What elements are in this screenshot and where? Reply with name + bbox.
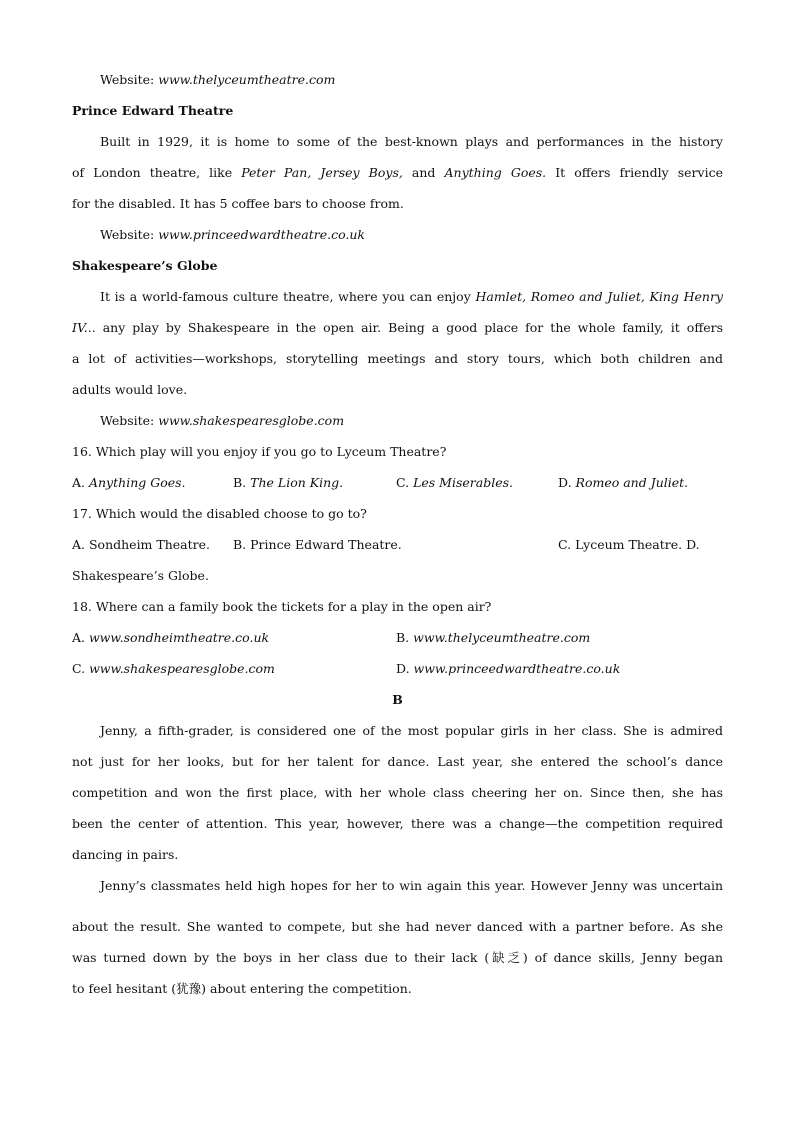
text-run: of London theatre, like [72,165,242,180]
website-label: Website: [100,72,159,87]
option-c [72,653,275,684]
prince-edward-line-1: Built in 1929, it is home to some of the best-known plays and performances in the history [100,134,723,149]
option-d [558,467,688,498]
question-18: 18. Where can a family book the tickets for a play in the open air? [72,599,492,614]
option-b: B. Prince Edward Theatre. [233,537,402,552]
text-run: . any play by Shakespeare in the open air. Being a good place for the whole family, it offers [91,320,723,335]
option-b [233,467,343,498]
lyceum-website-url: www.thelyceumtheatre.com [158,72,336,87]
option-c: C. Lyceum Theatre. D. [558,537,700,552]
option-a: A. Sondheim Theatre. [72,537,210,552]
passage-b-p2-line-1: Jenny’s classmates held high hopes for her to win again this year. However Jenny was uncertain [100,878,723,893]
lyceum-website-line [72,64,723,95]
globe-heading: Shakespeare’s Globe [72,258,218,273]
option-label: D. [396,661,414,676]
prince-edward-website-line [72,219,723,250]
prince-edward-heading: Prince Edward Theatre [72,103,234,118]
passage-b-p1-line-2: not just for her looks, but for her talent for dance. Last year, she entered the school’s dance [72,754,723,769]
section-b-heading: B [392,692,403,707]
option-b [396,622,590,653]
prince-edward-website-url: www.princeedwardtheatre.co.uk [158,227,365,242]
play-title: Peter Pan, [241,165,312,180]
option-text: www.sondheimtheatre.co.uk [88,630,270,645]
option-label: A. [72,475,89,490]
spacer [72,901,723,911]
option-text: Les Miserables. [413,475,513,490]
globe-line-1 [72,281,723,312]
option-text: The Lion King. [250,475,344,490]
prince-edward-line-3: for the disabled. It has 5 coffee bars to choose from. [72,196,404,211]
passage-b-p1-line-4: been the center of attention. This year, however, there was a change—the competition required [72,816,723,831]
option-text: www.shakespearesglobe.com [89,661,275,676]
option-label: B. [233,475,251,490]
globe-line-3: a lot of activities—workshops, storytelling meetings and story tours, which both children and [72,351,723,366]
option-d [396,653,620,684]
play-title: IV.. [72,320,92,335]
website-label: Website: [100,227,159,242]
question-17-options [72,529,723,560]
passage-b-p1-line-5: dancing in pairs. [72,847,179,862]
option-label: A. [72,630,89,645]
option-text: www.princeedwardtheatre.co.uk [413,661,621,676]
option-label: C. [396,475,414,490]
option-label: D. [558,475,576,490]
prince-edward-line-2 [72,157,723,188]
text-run: It is a world-famous culture theatre, where you can enjoy [100,289,476,304]
play-title: Jersey Boys, [320,165,403,180]
option-text: www.thelyceumtheatre.com [413,630,591,645]
globe-line-2 [72,312,723,343]
question-18-options-row-2 [72,653,723,684]
text-run: It offers friendly service [546,165,723,180]
globe-website-url: www.shakespearesglobe.com [158,413,345,428]
passage-b-p2-line-3: was turned down by the boys in her class due to their lack (缺乏) of dance skills, Jenny began [72,950,723,965]
play-title: Anything Goes. [444,165,547,180]
question-18-options-row-1 [72,622,723,653]
text-run: and [402,165,445,180]
option-a [72,467,186,498]
option-text: Romeo and Juliet. [575,475,689,490]
question-16-options [72,467,723,498]
question-17: 17. Which would the disabled choose to go to? [72,506,367,521]
option-c [396,467,513,498]
passage-b-p1-line-1: Jenny, a fifth-grader, is considered one of the most popular girls in her class. She is admired [100,723,723,738]
passage-b-p2-line-2: about the result. She wanted to compete, but she had never danced with a partner before. As she [72,919,723,934]
globe-website-line [72,405,723,436]
option-d-continued: Shakespeare’s Globe. [72,568,209,583]
option-label: C. [72,661,90,676]
document-page [72,64,723,1004]
question-16: 16. Which play will you enjoy if you go to Lyceum Theatre? [72,444,447,459]
option-a [72,622,269,653]
option-text: Anything Goes. [88,475,186,490]
website-label: Website: [100,413,159,428]
passage-b-p1-line-3: competition and won the first place, with her whole class cheering her on. Since then, she has [72,785,723,800]
option-label: B. [396,630,414,645]
globe-line-4: adults would love. [72,382,188,397]
play-titles: Hamlet, Romeo and Juliet, King Henry [475,289,723,304]
passage-b-p2-line-4: to feel hesitant (犹豫) about entering the competition. [72,981,412,996]
